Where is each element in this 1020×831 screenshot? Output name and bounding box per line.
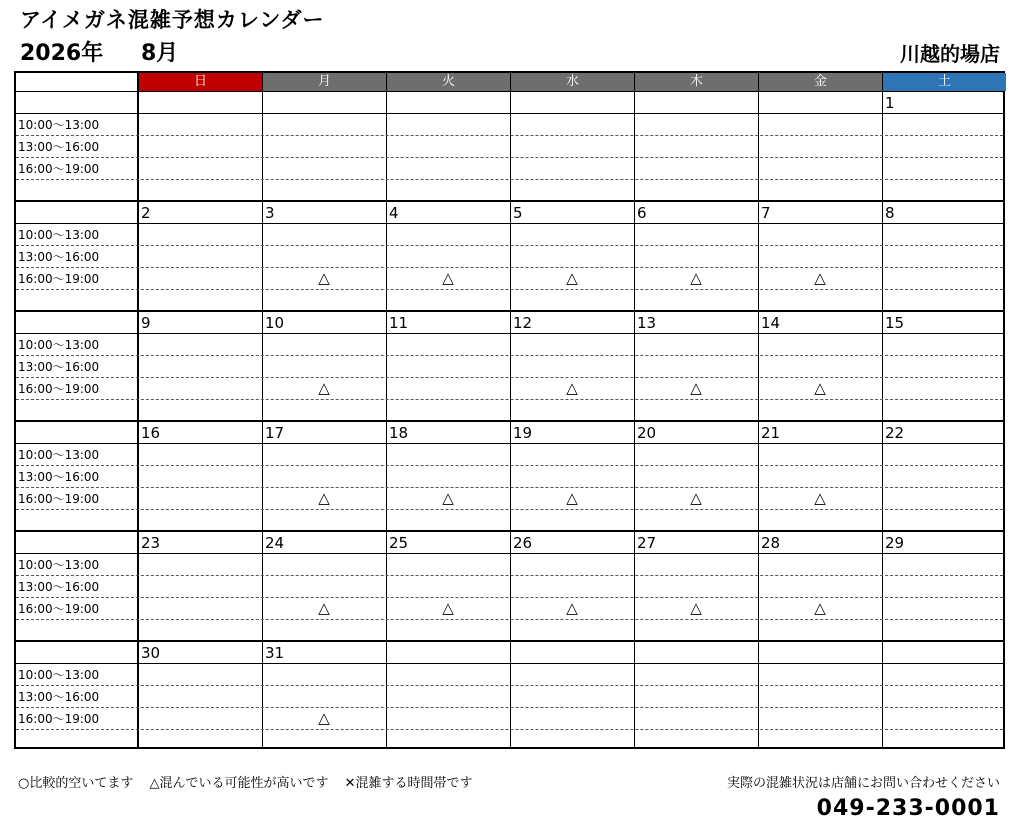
contact-notice: 実際の混雑状況は店舗にお問い合わせください bbox=[726, 776, 1000, 791]
column-divider bbox=[386, 73, 387, 747]
congestion-mark: △ bbox=[442, 269, 454, 287]
time-slot-label: 16:00〜19:00 bbox=[18, 492, 100, 506]
row-divider bbox=[16, 663, 1003, 664]
congestion-mark: △ bbox=[690, 489, 702, 507]
time-slot-label: 16:00〜19:00 bbox=[18, 382, 100, 396]
legend-likely-busy: △混んでいる可能性が高いです bbox=[149, 776, 329, 791]
day-number: 6 bbox=[637, 204, 647, 222]
week-divider bbox=[16, 200, 1003, 202]
day-number: 3 bbox=[265, 204, 275, 222]
day-number: 14 bbox=[761, 314, 781, 332]
day-number: 12 bbox=[513, 314, 533, 332]
column-divider bbox=[634, 73, 635, 747]
day-number: 25 bbox=[389, 534, 409, 552]
legend bbox=[18, 772, 485, 791]
weekday-header: 火 bbox=[386, 73, 510, 91]
congestion-mark: △ bbox=[566, 489, 578, 507]
congestion-mark: △ bbox=[442, 599, 454, 617]
weekday-header: 水 bbox=[510, 73, 634, 91]
congestion-mark: △ bbox=[690, 269, 702, 287]
column-divider bbox=[758, 73, 759, 747]
weekday-header: 月 bbox=[262, 73, 386, 91]
weekday-header: 日 bbox=[138, 73, 262, 91]
day-number: 4 bbox=[389, 204, 399, 222]
time-slot-label: 16:00〜19:00 bbox=[18, 712, 100, 726]
day-number: 18 bbox=[389, 424, 409, 442]
row-divider bbox=[16, 289, 1003, 290]
congestion-mark: △ bbox=[814, 269, 826, 287]
row-divider bbox=[16, 707, 1003, 708]
week-divider bbox=[16, 640, 1003, 642]
row-divider bbox=[16, 619, 1003, 620]
time-slot-label: 13:00〜16:00 bbox=[18, 690, 100, 704]
day-number: 9 bbox=[141, 314, 151, 332]
day-number: 26 bbox=[513, 534, 533, 552]
day-number: 29 bbox=[885, 534, 905, 552]
row-divider bbox=[16, 135, 1003, 136]
row-divider bbox=[16, 355, 1003, 356]
row-divider bbox=[16, 223, 1003, 224]
congestion-mark: △ bbox=[814, 489, 826, 507]
legend-busy: ✕混雑する時間帯です bbox=[344, 776, 473, 791]
day-number: 13 bbox=[637, 314, 657, 332]
day-number: 15 bbox=[885, 314, 905, 332]
day-number: 28 bbox=[761, 534, 781, 552]
time-slot-label: 13:00〜16:00 bbox=[18, 580, 100, 594]
congestion-mark: △ bbox=[318, 599, 330, 617]
congestion-mark: △ bbox=[566, 379, 578, 397]
row-divider bbox=[16, 443, 1003, 444]
day-number: 31 bbox=[265, 644, 285, 662]
day-number: 22 bbox=[885, 424, 905, 442]
row-divider bbox=[16, 553, 1003, 554]
day-number: 5 bbox=[513, 204, 523, 222]
week-divider bbox=[16, 530, 1003, 532]
time-slot-label: 10:00〜13:00 bbox=[18, 228, 100, 242]
weekday-header: 金 bbox=[758, 73, 882, 91]
day-number: 17 bbox=[265, 424, 285, 442]
day-number: 20 bbox=[637, 424, 657, 442]
row-divider bbox=[16, 245, 1003, 246]
congestion-mark: △ bbox=[318, 269, 330, 287]
congestion-mark: △ bbox=[690, 379, 702, 397]
row-divider bbox=[16, 487, 1003, 488]
row-divider bbox=[16, 179, 1003, 180]
congestion-mark: △ bbox=[318, 379, 330, 397]
day-number: 1 bbox=[885, 94, 895, 112]
day-number: 24 bbox=[265, 534, 285, 552]
week-divider bbox=[16, 310, 1003, 312]
time-slot-label: 16:00〜19:00 bbox=[18, 272, 100, 286]
weekday-header: 木 bbox=[634, 73, 758, 91]
time-slot-label: 13:00〜16:00 bbox=[18, 140, 100, 154]
row-divider bbox=[16, 685, 1003, 686]
day-number: 21 bbox=[761, 424, 781, 442]
day-number: 2 bbox=[141, 204, 151, 222]
calendar-grid bbox=[14, 71, 1005, 749]
congestion-mark: △ bbox=[690, 599, 702, 617]
congestion-mark: △ bbox=[566, 269, 578, 287]
congestion-mark: △ bbox=[442, 489, 454, 507]
day-number: 7 bbox=[761, 204, 771, 222]
time-slot-label: 10:00〜13:00 bbox=[18, 338, 100, 352]
header-blank-cell bbox=[16, 73, 138, 91]
row-divider bbox=[16, 267, 1003, 268]
row-divider bbox=[16, 113, 1003, 114]
phone-number: 049-233-0001 bbox=[816, 796, 1000, 821]
row-divider bbox=[16, 465, 1003, 466]
column-divider bbox=[262, 73, 263, 747]
store-name: 川越的場店 bbox=[900, 42, 1000, 66]
day-number: 10 bbox=[265, 314, 285, 332]
row-divider bbox=[16, 377, 1003, 378]
column-divider bbox=[510, 73, 511, 747]
time-slot-label: 13:00〜16:00 bbox=[18, 470, 100, 484]
day-number: 19 bbox=[513, 424, 533, 442]
day-number: 8 bbox=[885, 204, 895, 222]
row-divider bbox=[16, 157, 1003, 158]
time-slot-label: 10:00〜13:00 bbox=[18, 558, 100, 572]
column-divider bbox=[882, 73, 883, 747]
congestion-mark: △ bbox=[814, 599, 826, 617]
row-divider bbox=[16, 729, 1003, 730]
row-divider bbox=[16, 575, 1003, 576]
day-number: 23 bbox=[141, 534, 161, 552]
calendar-title: アイメガネ混雑予想カレンダー bbox=[20, 8, 325, 32]
time-slot-label: 16:00〜19:00 bbox=[18, 602, 100, 616]
month-label: 8月 bbox=[141, 41, 179, 66]
row-divider bbox=[16, 597, 1003, 598]
time-slot-label: 16:00〜19:00 bbox=[18, 162, 100, 176]
time-slot-label: 10:00〜13:00 bbox=[18, 448, 100, 462]
congestion-mark: △ bbox=[566, 599, 578, 617]
time-slot-label: 10:00〜13:00 bbox=[18, 668, 100, 682]
legend-available: ○比較的空いてます bbox=[18, 776, 134, 791]
header-divider bbox=[16, 91, 1003, 92]
time-slot-label: 10:00〜13:00 bbox=[18, 118, 100, 132]
year-label: 2026年 bbox=[20, 41, 104, 66]
congestion-mark: △ bbox=[318, 709, 330, 727]
row-divider bbox=[16, 333, 1003, 334]
day-number: 27 bbox=[637, 534, 657, 552]
row-divider bbox=[16, 509, 1003, 510]
column-divider bbox=[137, 73, 139, 747]
day-number: 30 bbox=[141, 644, 161, 662]
congestion-mark: △ bbox=[814, 379, 826, 397]
time-slot-label: 13:00〜16:00 bbox=[18, 360, 100, 374]
day-number: 16 bbox=[141, 424, 161, 442]
weekday-header: 土 bbox=[882, 73, 1006, 91]
congestion-mark: △ bbox=[318, 489, 330, 507]
week-divider bbox=[16, 420, 1003, 422]
day-number: 11 bbox=[389, 314, 409, 332]
time-slot-label: 13:00〜16:00 bbox=[18, 250, 100, 264]
row-divider bbox=[16, 399, 1003, 400]
